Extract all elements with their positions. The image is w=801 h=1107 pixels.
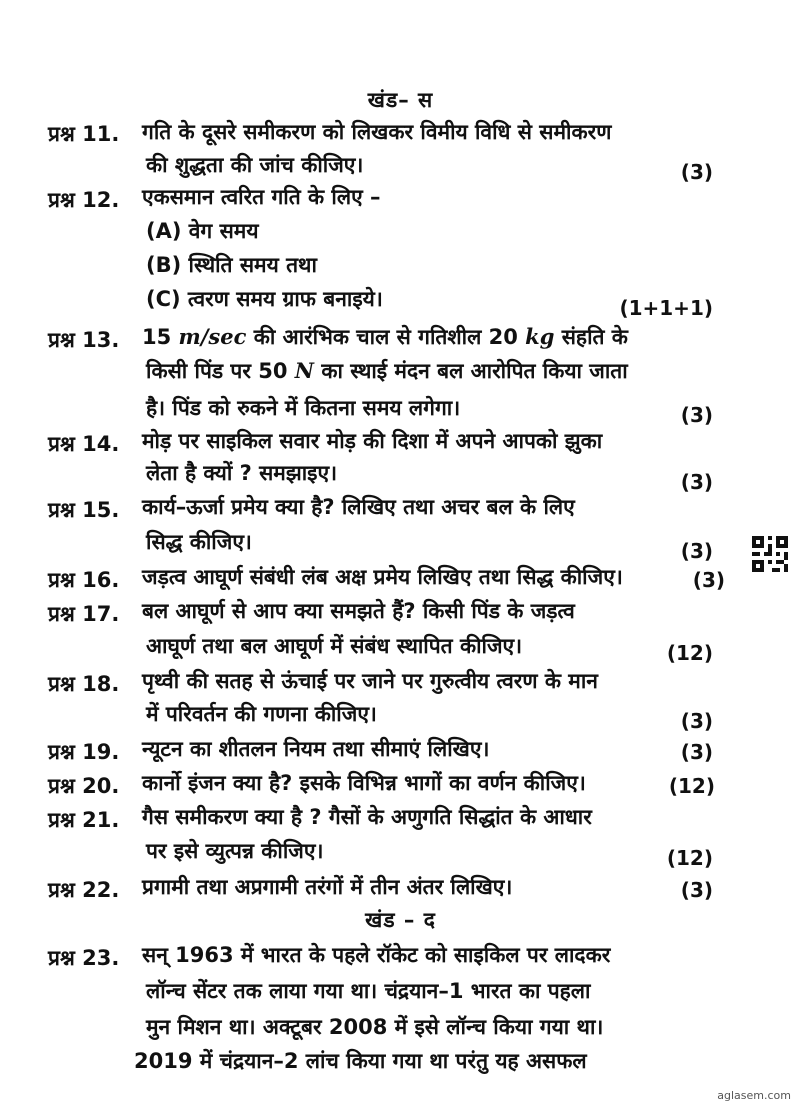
question-text: में परिवर्तन की गणना कीजिए। — [146, 702, 377, 726]
question-text: सन् 1963 में भारत के पहले रॉकेट को साइकिल पर लादकर — [142, 943, 611, 967]
question-text: मोड़ पर साइकिल सवार मोड़ की दिशा में अपने आपको झुका — [142, 429, 603, 453]
question-text: आघूर्ण तथा बल आघूर्ण में संबंध स्थापित कीजिए। — [146, 634, 523, 658]
marks: (3) — [680, 709, 713, 733]
question-text: लेता है क्यों ? समझाइए। — [146, 461, 338, 485]
question-number: प्रश्न 12. — [48, 188, 120, 212]
marks: (12) — [668, 774, 715, 798]
marks: (1+1+1) — [619, 296, 713, 320]
question-number: प्रश्न 18. — [48, 672, 120, 696]
question-text: गति के दूसरे समीकरण को लिखकर विमीय विधि से समीकरण — [142, 120, 612, 144]
question-text: कार्य–ऊर्जा प्रमेय क्या है? लिखिए तथा अचर बल के लिए — [142, 495, 575, 519]
question-number: प्रश्न 22. — [48, 878, 120, 902]
question-number: प्रश्न 17. — [48, 602, 120, 626]
qr-code-icon — [752, 536, 788, 572]
question-text: बल आघूर्ण से आप क्या समझते हैं? किसी पिंड के जड़त्व — [142, 599, 575, 623]
question-number: प्रश्न 16. — [48, 568, 120, 592]
option-c: (C) त्वरण समय ग्राफ बनाइये। — [146, 287, 383, 311]
marks: (3) — [680, 160, 713, 184]
marks: (3) — [680, 740, 713, 764]
question-text: पृथ्वी की सतह से ऊंचाई पर जाने पर गुरुत्वीय त्वरण के मान — [142, 669, 598, 693]
option-b: (B) स्थिति समय तथा — [146, 253, 317, 277]
question-number: प्रश्न 14. — [48, 432, 120, 456]
question-text: किसी पिंड पर 50 N का स्थाई मंदन बल आरोपित किया जाता — [146, 358, 628, 383]
question-text: पर इसे व्युत्पन्न कीजिए। — [146, 839, 324, 863]
question-text: सिद्ध कीजिए। — [146, 530, 252, 554]
marks: (12) — [666, 641, 713, 665]
marks: (3) — [680, 878, 713, 902]
question-number: प्रश्न 21. — [48, 808, 120, 832]
question-number: प्रश्न 11. — [48, 122, 120, 146]
question-text: गैस समीकरण क्या है ? गैसों के अणुगति सिद्धांत के आधार — [142, 805, 592, 829]
marks: (3) — [680, 403, 713, 427]
question-number: प्रश्न 13. — [48, 328, 120, 352]
question-text: 2019 में चंद्रयान–2 लांच किया गया था परंतु यह असफल — [134, 1049, 587, 1073]
question-number: प्रश्न 23. — [48, 946, 120, 970]
question-text: की शुद्धता की जांच कीजिए। — [146, 153, 364, 177]
question-text: प्रगामी तथा अप्रगामी तरंगों में तीन अंतर लिखिए। — [142, 875, 513, 899]
marks: (3) — [680, 470, 713, 494]
question-text: एकसमान त्वरित गति के लिए – — [142, 185, 381, 209]
watermark: aglasem.com — [717, 1089, 791, 1102]
question-text: जड़त्व आघूर्ण संबंधी लंब अक्ष प्रमेय लिखिए तथा सिद्ध कीजिए। — [142, 565, 623, 589]
marks: (3) — [680, 539, 713, 563]
question-text: न्यूटन का शीतलन नियम तथा सीमाएं लिखिए। — [142, 737, 490, 761]
question-text: 15 m/sec की आरंभिक चाल से गतिशील 20 kg संहति के — [142, 324, 628, 349]
option-a: (A) वेग समय — [146, 219, 259, 243]
section-heading-d: खंड – द — [365, 908, 436, 932]
question-text: है। पिंड को रुकने में कितना समय लगेगा। — [146, 396, 461, 420]
question-number: प्रश्न 19. — [48, 740, 120, 764]
marks: (3) — [692, 568, 725, 592]
question-number: प्रश्न 15. — [48, 498, 120, 522]
question-text: लॉन्च सेंटर तक लाया गया था। चंद्रयान–1 भारत का पहला — [146, 979, 591, 1003]
section-heading-s: खंड– स — [367, 88, 434, 112]
marks: (12) — [666, 846, 713, 870]
question-text: मुन मिशन था। अक्टूबर 2008 में इसे लॉन्च किया गया था। — [146, 1015, 604, 1039]
question-number: प्रश्न 20. — [48, 774, 120, 798]
question-text: कार्नो इंजन क्या है? इसके विभिन्न भागों का वर्णन कीजिए। — [142, 771, 586, 795]
